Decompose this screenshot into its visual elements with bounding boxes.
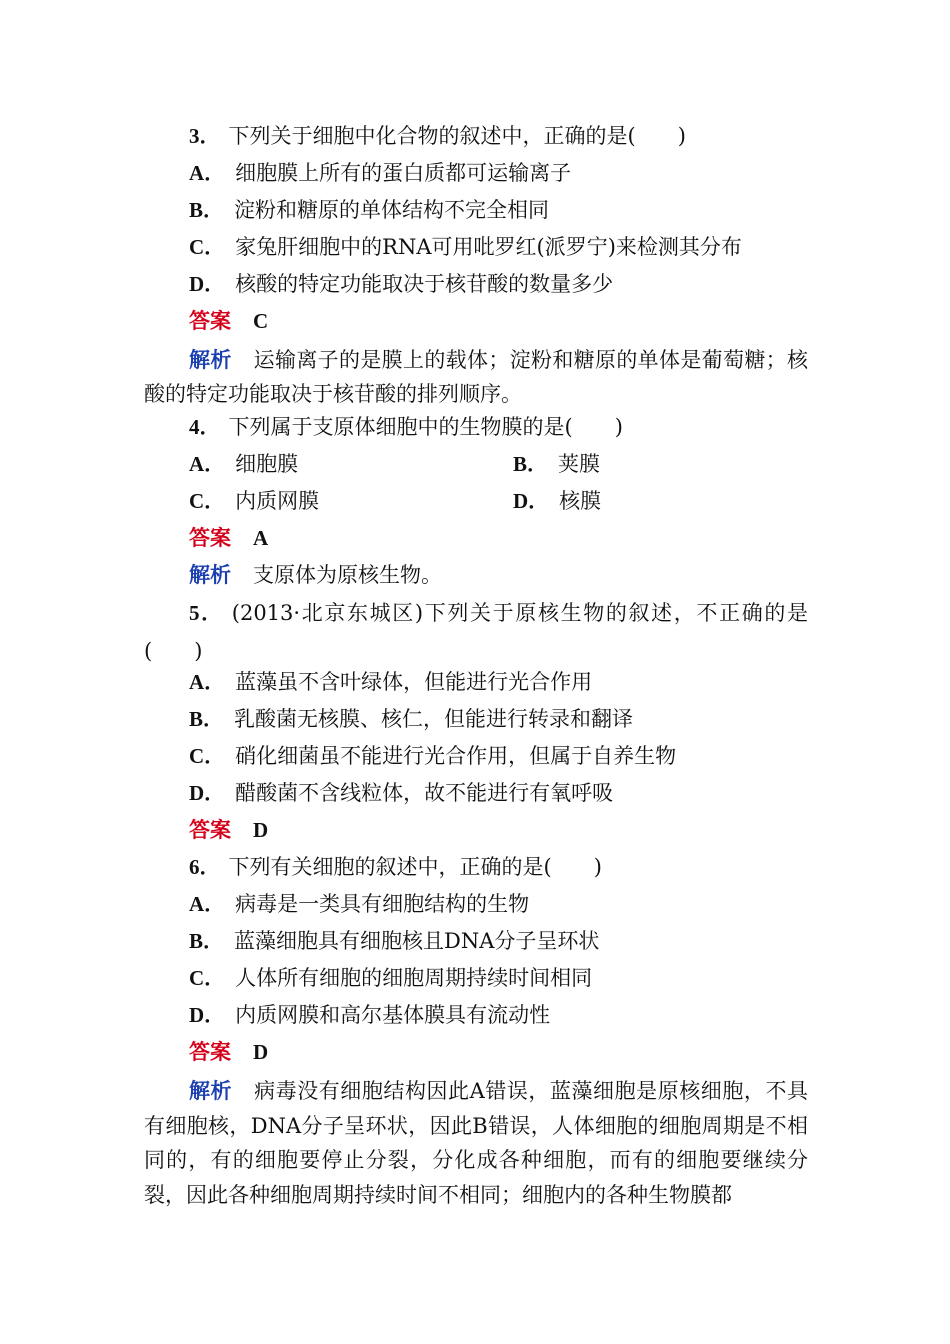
question-3-option-b xyxy=(189,195,808,225)
answer-value: A xyxy=(253,526,269,550)
question-5-option-b xyxy=(189,704,808,734)
option-letter: A． xyxy=(189,892,226,916)
option-letter: A． xyxy=(189,670,226,694)
question-3-analysis xyxy=(144,343,808,411)
question-3-answer xyxy=(189,306,808,336)
option-letter: D． xyxy=(189,1003,226,1027)
option-text: 细胞膜 xyxy=(235,452,299,476)
option-text: 乳酸菌无核膜、核仁，但能进行转录和翻译 xyxy=(234,707,634,731)
question-number: 3． xyxy=(189,124,221,148)
option-text: 蓝藻虽不含叶绿体，但能进行光合作用 xyxy=(235,670,593,694)
question-3-option-c xyxy=(189,232,808,262)
answer-value: C xyxy=(253,309,269,333)
option-letter: B． xyxy=(189,707,225,731)
question-6-analysis xyxy=(144,1074,808,1212)
question-6-option-b xyxy=(189,926,808,956)
option-text: 醋酸菌不含线粒体，故不能进行有氧呼吸 xyxy=(235,781,614,805)
question-3-option-d xyxy=(189,269,808,299)
option-letter: C． xyxy=(189,489,226,513)
question-4-options-row-2 xyxy=(189,486,808,516)
analysis-label: 解析 xyxy=(189,562,231,587)
analysis-text: 支原体为原核生物。 xyxy=(253,563,442,587)
question-5-stem xyxy=(144,594,808,670)
option-letter: D． xyxy=(189,781,226,805)
question-4-stem xyxy=(189,412,808,442)
answer-label: 答案 xyxy=(189,308,231,333)
question-3-stem xyxy=(189,121,808,151)
question-4-option-a xyxy=(189,452,298,476)
option-letter: D． xyxy=(513,489,550,513)
option-letter: C． xyxy=(189,744,226,768)
question-text: 下列属于支原体细胞中的生物膜的是( ) xyxy=(228,415,623,439)
answer-label: 答案 xyxy=(189,1039,231,1064)
option-text: 荚膜 xyxy=(558,452,601,476)
option-letter: B． xyxy=(189,929,225,953)
option-letter: C． xyxy=(189,235,226,259)
answer-label: 答案 xyxy=(189,817,231,842)
question-text: 下列有关细胞的叙述中，正确的是( ) xyxy=(228,855,602,879)
question-number: 6． xyxy=(189,855,221,879)
question-6-option-a xyxy=(189,889,808,919)
option-letter: B． xyxy=(189,198,225,222)
question-text: (2013·北京东城区)下列关于原核生物的叙述，不正确的是( ) xyxy=(144,601,808,663)
option-text: 核酸的特定功能取决于核苷酸的数量多少 xyxy=(235,272,614,296)
answer-label: 答案 xyxy=(189,525,231,550)
answer-value: D xyxy=(253,818,269,842)
question-6-answer xyxy=(189,1037,808,1067)
analysis-label: 解析 xyxy=(189,1078,233,1103)
question-4-options-row-1 xyxy=(189,449,808,479)
analysis-text: 病毒没有细胞结构因此A错误，蓝藻细胞是原核细胞，不具有细胞核，DNA分子呈环状，因此B错误，人体细胞的细胞周期是不相同的，有的细胞要停止分裂，分化成各种细胞，而有的细胞要继续分裂，因此各种细胞周期持续时间不相同；细胞内的各种生物膜都 xyxy=(144,1079,809,1207)
question-5-option-a xyxy=(189,667,808,697)
option-text: 家兔肝细胞中的RNA可用吡罗红(派罗宁)来检测其分布 xyxy=(235,235,742,259)
option-letter: A． xyxy=(189,161,226,185)
option-text: 内质网膜 xyxy=(235,489,320,513)
question-4-option-d xyxy=(513,486,601,516)
option-letter: B． xyxy=(513,452,549,476)
analysis-text: 运输离子的是膜上的载体；淀粉和糖原的单体是葡萄糖；核酸的特定功能取决于核苷酸的排列顺序。 xyxy=(144,348,809,406)
question-6-stem xyxy=(189,852,808,882)
option-letter: A． xyxy=(189,452,226,476)
question-6-option-c xyxy=(189,963,808,993)
option-letter: D． xyxy=(189,272,226,296)
answer-value: D xyxy=(253,1040,269,1064)
question-3-option-a xyxy=(189,158,808,188)
question-5-option-c xyxy=(189,741,808,771)
option-text: 硝化细菌虽不能进行光合作用，但属于自养生物 xyxy=(235,744,677,768)
question-5-option-d xyxy=(189,778,808,808)
option-letter: C． xyxy=(189,966,226,990)
option-text: 细胞膜上所有的蛋白质都可运输离子 xyxy=(235,161,572,185)
option-text: 核膜 xyxy=(559,489,602,513)
analysis-label: 解析 xyxy=(189,347,232,372)
option-text: 蓝藻细胞具有细胞核且DNA分子呈环状 xyxy=(234,929,600,953)
question-number: 5． xyxy=(189,601,224,625)
question-5-answer xyxy=(189,815,808,845)
option-text: 人体所有细胞的细胞周期持续时间相同 xyxy=(235,966,593,990)
question-number: 4． xyxy=(189,415,221,439)
option-text: 内质网膜和高尔基体膜具有流动性 xyxy=(235,1003,551,1027)
question-4-option-b xyxy=(513,449,600,479)
option-text: 病毒是一类具有细胞结构的生物 xyxy=(235,892,530,916)
question-text: 下列关于细胞中化合物的叙述中，正确的是( ) xyxy=(228,124,686,148)
question-6-option-d xyxy=(189,1000,808,1030)
question-4-answer xyxy=(189,523,808,553)
question-4-option-c xyxy=(189,489,319,513)
question-4-analysis xyxy=(189,560,808,590)
option-text: 淀粉和糖原的单体结构不完全相同 xyxy=(234,198,550,222)
